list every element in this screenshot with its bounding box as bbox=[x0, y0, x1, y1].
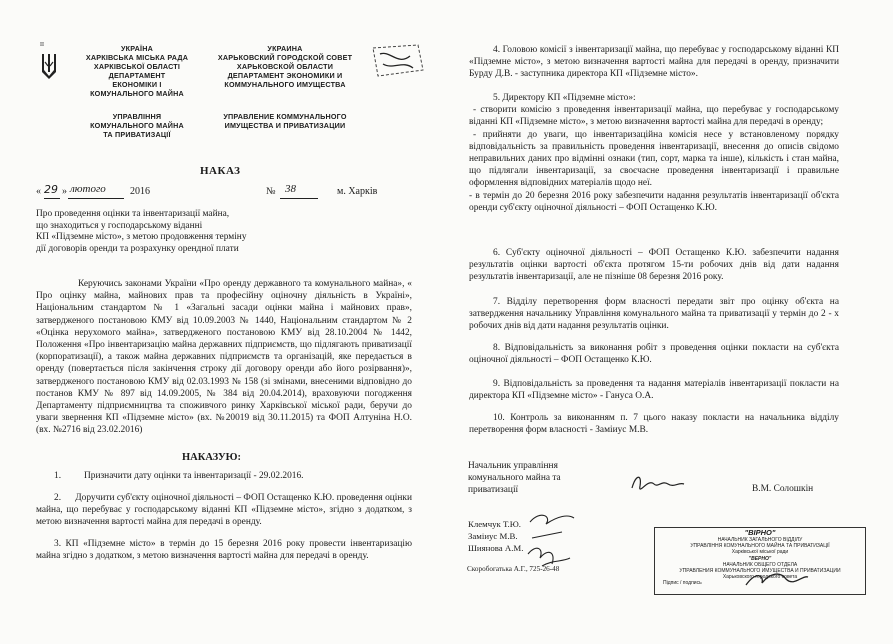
ukraine-trident-emblem-icon bbox=[40, 52, 58, 80]
item5-c: - в термін до 20 березня 2016 року забезпечити надання результатів інвентаризації об'єкта оренди суб'єкту оціночної діяльності – ФОП Остащенко К.Ю. bbox=[469, 190, 839, 213]
header-ua-line: КОМУНАЛЬНОГО МАЙНА bbox=[90, 121, 184, 130]
date-underline bbox=[68, 198, 124, 199]
header-ua-line: ХАРКІВСЬКОЇ ОБЛАСТІ bbox=[93, 62, 181, 71]
header-ru-line: УКРАИНА bbox=[267, 44, 303, 53]
stamp-line: Харьковского городского совета bbox=[722, 574, 798, 581]
order-item-5 bbox=[469, 92, 839, 214]
order-subject bbox=[36, 209, 306, 255]
order-item-7: 7. Відділу перетворення форм власності передати звіт про оцінку об'єкта на затвердження начальнику Управління комунального майна та приватизації у термін до 2 - х робочих днів від дати надання результатів оцінки. bbox=[469, 297, 839, 332]
order-item-6: 6. Суб'єкту оціночної діяльності – ФОП Остащенко К.Ю. забезпечити надання результатів оцінки вартості об'єкта протягом 15-ти робочих днів від дати надання результатів інвентаризації, але не пізніше 08 березня 2016 року. bbox=[469, 248, 839, 283]
preamble-text: Керуючись законами України «Про оренду державного та комунального майна», « Про оцінку майна, майнових прав та професійну оціночну діяльність в Україні», Національним стандартом № 1 «Загальні засади оцінки майна і майнових прав», затвердженого постановою КМУ від 10.09.2003 № 1440, Національним стандартом № 2 «Оцінка нерухомого майна», затвердженого постановою КМУ від 28.10.2004 № 1442, Положення «Про інвентаризацію майна державних підприємств, що підлягають приватизації (корпоратизації), а також майна державних підприємств та організацій, яке передається в оренду (повертається після закінчення строку дії договору оренди або його розірвання)», затвердженого постановою КМУ від 02.03.1993 № 158 (зі змінами, внесеними відповідно до постанов КМУ № 897 від 14.09.2005, № 384 від 20.04.2014), враховуючи погодження Департаменту підприємництва та споживчого ринку Харківської міської ради, беручи до уваги звернення КП «Підземне місто» (вх. №20019 від 30.11.2015) та ФОП Алтуніна Н.О. (вх. №2716 від 23.02.2016) bbox=[36, 279, 412, 436]
number-underline bbox=[280, 198, 318, 199]
header-ru-line: ХАРЬКОВСКИЙ ГОРОДСКОЙ СОВЕТ bbox=[217, 53, 353, 62]
item-number: 2. bbox=[54, 493, 62, 503]
header-ru-line: ИМУЩЕСТВА И ПРИВАТИЗАЦИИ bbox=[224, 121, 346, 130]
order-number: 38 bbox=[285, 183, 296, 195]
subject-line: що знаходиться у господарському віданні bbox=[36, 220, 203, 231]
contact-phone: Скоробогатька А.Г., 725-26-48 bbox=[467, 565, 560, 573]
item-text bbox=[36, 492, 412, 529]
stamp-signature-icon bbox=[742, 565, 812, 593]
stamp-line: Харківської міської ради bbox=[731, 549, 789, 556]
item-text: Призначити дату оцінки та інвентаризації - 29.02.2016. bbox=[84, 471, 304, 481]
header-ua-line: ДЕПАРТАМЕНТ bbox=[108, 71, 166, 80]
header-ru-line: ХАРЬКОВСКОЙ ОБЛАСТИ bbox=[236, 62, 334, 71]
emblem-mark: ІІ bbox=[40, 42, 44, 48]
signatory-name: В.М. Солошкін bbox=[752, 484, 814, 494]
header-ru-line: УПРАВЛЕНИЕ КОММУНАЛЬНОГО bbox=[223, 112, 347, 121]
city: м. Харків bbox=[337, 186, 378, 197]
executor-name: Заміиус М.В. bbox=[468, 531, 518, 541]
document-title: НАКАЗ bbox=[200, 165, 241, 177]
order-item-9: 9. Відповідальність за проведення та надання матеріалів інвентаризації покласти на директора КП «Підземне місто» - Гануса О.А. bbox=[469, 379, 839, 402]
certification-stamp bbox=[652, 527, 868, 595]
order-item-10: 10. Контроль за виконанням п. 7 цього наказу покласти на начальника відділу перетворення форм власності - Заміиус М.В. bbox=[469, 413, 839, 436]
signatory-title bbox=[468, 460, 561, 496]
date-year: 2016 bbox=[130, 186, 150, 197]
header-ukrainian bbox=[62, 44, 212, 139]
item-body: Доручити суб'єкту оціночної діяльності – ФОП Остащенко К.Ю. проведення оцінки майна, що перебуває у господарському віданні КП «Підземне місто», згідно з додатком, з метою визначення вартості майна для передачі в оренду. bbox=[36, 493, 412, 528]
header-russian bbox=[205, 44, 365, 130]
stamp-sign-label: Підпис / подпись bbox=[663, 580, 702, 587]
header-ua-line: ТА ПРИВАТИЗАЦІЇ bbox=[103, 130, 171, 139]
item-number: 1. bbox=[54, 471, 62, 481]
order-item-3 bbox=[36, 538, 412, 562]
item-text bbox=[36, 538, 412, 562]
signatory-line: Начальник управління bbox=[468, 461, 558, 471]
stamp-title: "ВІРНО" bbox=[744, 528, 776, 537]
date-month: лютого bbox=[70, 183, 106, 195]
date-day: 29 bbox=[44, 183, 58, 196]
item5-lead: 5. Директору КП «Підземне місто»: bbox=[493, 93, 636, 103]
date-underline bbox=[44, 198, 60, 199]
order-item-4: 4. Головою комісії з інвентаризації майна, що перебуває у господарському віданні КП «Підземне місто», з метою визначення вартості майна для передачі в оренду, призначити Бурду Д.В. - заступника директора КП «Підземне місто». bbox=[469, 45, 839, 80]
executors-list bbox=[468, 518, 523, 554]
signatory-line: приватизації bbox=[468, 485, 519, 495]
executors-signatures-icon bbox=[522, 508, 582, 570]
subject-line: КП «Підземне місто», з метою продовження терміну bbox=[36, 232, 247, 242]
order-number-label: № bbox=[266, 186, 276, 197]
order-item-1 bbox=[36, 470, 412, 482]
subject-line: дії договорів оренди та розрахунку орендної плати bbox=[36, 243, 239, 254]
order-heading: НАКАЗУЮ: bbox=[182, 452, 241, 463]
item5-b: - прийняти до уваги, що інвентаризаційна комісія несе у встановленому порядку відповідальність за правильність проведення інвентаризації, внесення до описів свідомо неправильних даних про відмінні ознаки (тип, сорт, марка та інше), кількість і стан майна, що підлягали інвентаризації, за своєчасне проведення інвентаризації і правильне оформлення відповідних матеріалів щодо неї. bbox=[469, 129, 839, 189]
signatory-line: комунального майна та bbox=[468, 473, 561, 483]
date-open-quote: « bbox=[36, 186, 41, 197]
order-item-8: 8. Відповідальність за виконання робіт з проведення оцінки покласти на суб'єкта оціночної діяльності – ФОП Остащенко К.Ю. bbox=[469, 343, 839, 366]
executor-name: Клемчук Т.Ю. bbox=[468, 519, 521, 529]
header-ua-line: ХАРКІВСЬКА МІСЬКА РАДА bbox=[85, 53, 189, 62]
stamp-line: НАЧАЛЬНИК ОБЩЕГО ОТДЕЛА bbox=[722, 561, 798, 568]
header-ru-line: ДЕПАРТАМЕНТ ЭКОНОМИКИ И bbox=[227, 71, 343, 80]
header-ua-line: ЕКОНОМІКИ І bbox=[112, 80, 162, 89]
head-signature-icon bbox=[628, 470, 688, 500]
header-ru-line: КОММУНАЛЬНОГО ИМУЩЕСТВА bbox=[224, 80, 346, 89]
registration-stamp-icon bbox=[368, 40, 428, 82]
date-close-quote: » bbox=[62, 186, 67, 197]
subject-line: Про проведення оцінки та інвентаризації майна, bbox=[36, 209, 230, 219]
header-ua-line: КОМУНАЛЬНОГО МАЙНА bbox=[90, 89, 184, 98]
stamp-line: УПРАВЛІННЯ КОМУНАЛЬНОГО МАЙНА ТА ПРИВАТИЗАЦІЇ bbox=[690, 543, 830, 550]
stamp-line: "ВЕРНО" bbox=[748, 555, 772, 562]
item5-a: - створити комісію з проведення інвентаризації майна, що перебуває у господарському віданні КП «Підземне місто», з метою визначення вартості майна для передачі в оренду; bbox=[469, 105, 839, 128]
stamp-line: УПРАВЛЕНИЯ КОММУНАЛЬНОГО ИМУЩЕСТВА И ПРИВАТИЗАЦИИ bbox=[679, 568, 841, 575]
order-item-2 bbox=[36, 492, 412, 529]
executor-name: Шиянова А.М. bbox=[468, 543, 524, 553]
stamp-line: НАЧАЛЬНИК ЗАГАЛЬНОГО ВІДДІЛУ bbox=[717, 537, 803, 543]
header-ua-line: УПРАВЛІННЯ bbox=[112, 112, 162, 121]
item-number: 3. bbox=[54, 539, 62, 549]
header-ua-line: УКРАЇНА bbox=[121, 44, 153, 53]
item-body: КП «Підземне місто» в термін до 15 березня 2016 року провести інвентаризацію майна згідно з додатком, з метою визначення вартості майна для передачі в оренду. bbox=[36, 539, 412, 562]
